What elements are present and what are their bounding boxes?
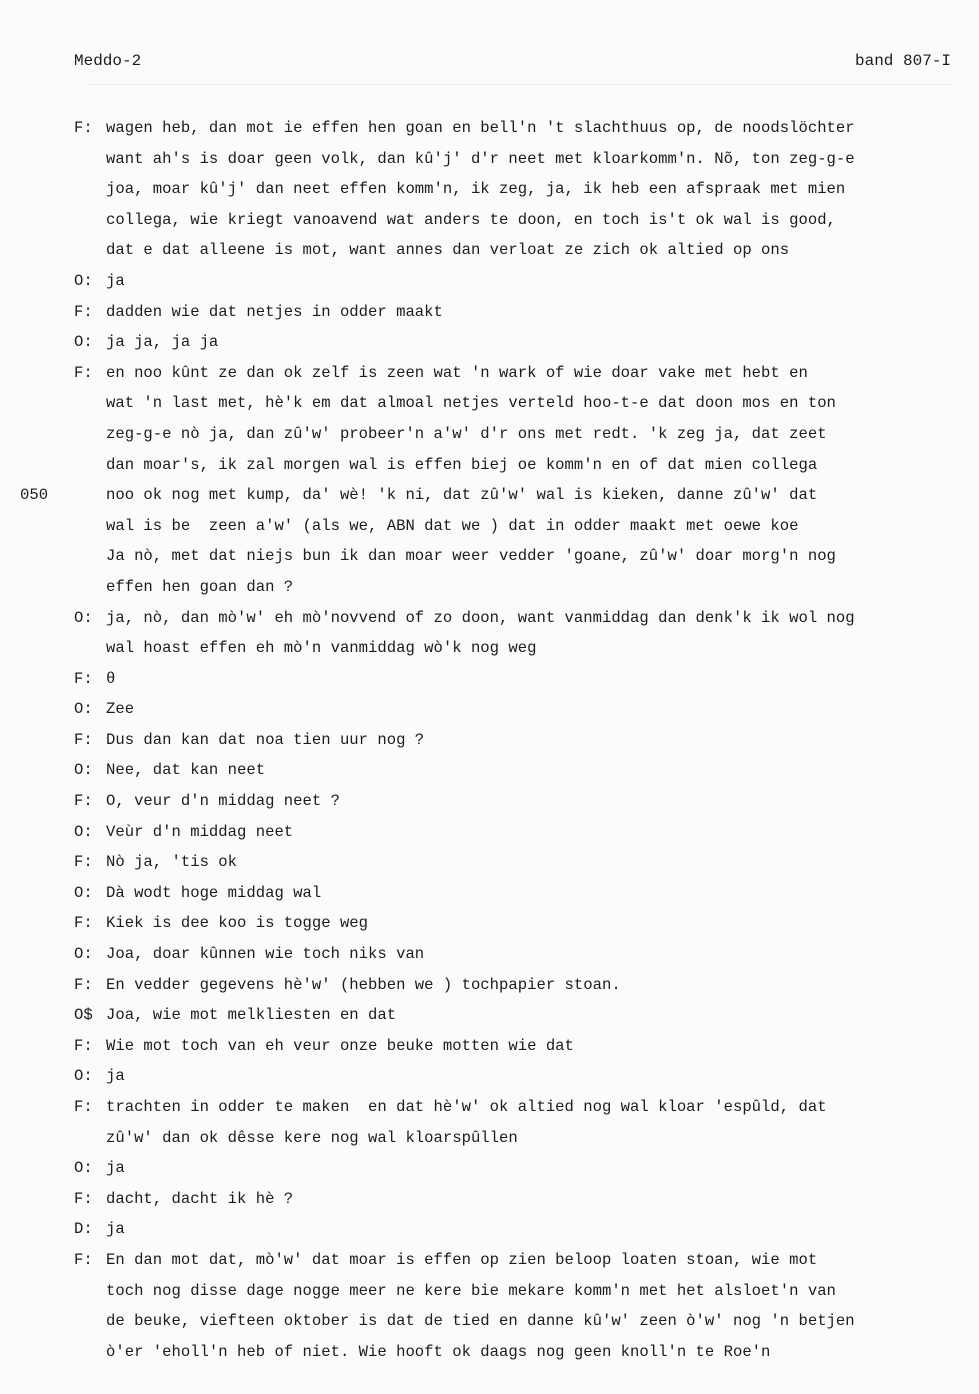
transcript-line (74, 664, 964, 695)
line-text: effen hen goan dan ? (106, 577, 294, 596)
speaker-label: O$ (74, 1006, 93, 1025)
line-text: want ah's is doar geen volk, dan kû'j' d'r neet met kloarkomm'n. Nõ, ton zeg-g-e (106, 149, 855, 168)
line-text: wal is be zeen a'w' (als we, ABN dat we ) dat in odder maakt met oewe koe (106, 516, 799, 535)
transcript-line (74, 908, 964, 939)
line-text: wat 'n last met, hè'k em dat almoal netjes verteld hoo-t-e dat doon mos en ton (106, 394, 836, 413)
speaker-label: F: (74, 363, 93, 382)
transcript-line (74, 205, 964, 236)
line-text: En dan mot dat, mò'w' dat moar is effen op zien beloop loaten stoan, wie mot (106, 1250, 818, 1269)
speaker-label: O: (74, 883, 93, 902)
transcript-line (74, 1214, 964, 1245)
speaker-label: O: (74, 1159, 93, 1178)
line-text: Joa, wie mot melkliesten en dat (106, 1006, 397, 1025)
line-text: ja (106, 1067, 125, 1086)
speaker-label: O: (74, 271, 93, 290)
line-text: Wie mot toch van eh veur onze beuke motten wie dat (106, 1036, 574, 1055)
transcript-line (74, 541, 964, 572)
speaker-label: F: (74, 1250, 93, 1269)
transcript-line (74, 755, 964, 786)
line-text: ja (106, 1220, 125, 1239)
speaker-label: F: (74, 1189, 93, 1208)
transcript-line (74, 144, 964, 175)
transcript-line (74, 113, 964, 144)
transcript-line (74, 1337, 964, 1368)
line-text: zeg-g-e nò ja, dan zû'w' probeer'n a'w' d'r ons met redt. 'k zeg ja, dat zeet (106, 424, 827, 443)
speaker-label: F: (74, 975, 93, 994)
transcript-line (74, 694, 964, 725)
speaker-label: O: (74, 333, 93, 352)
line-text: O, veur d'n middag neet ? (106, 792, 340, 811)
line-text: Kiek is dee koo is togge weg (106, 914, 369, 933)
transcript-line (74, 511, 964, 542)
line-text: Dà wodt hoge middag wal (106, 883, 322, 902)
line-text: dat e dat alleene is mot, want annes dan verloat ze zich ok altied op ons (106, 241, 790, 260)
speaker-label: O: (74, 1067, 93, 1086)
transcript-line (74, 847, 964, 878)
line-text: Ja nò, met dat niejs bun ik dan moar weer vedder 'goane, zû'w' doar morg'n nog (106, 547, 836, 566)
speaker-label: F: (74, 730, 93, 749)
speaker-label: F: (74, 669, 93, 688)
transcript-line (74, 266, 964, 297)
speaker-label: O: (74, 700, 93, 719)
speaker-label: O: (74, 608, 93, 627)
transcript-line (74, 297, 964, 328)
header-left: Meddo-2 (74, 52, 142, 70)
line-text: ja ja, ja ja (106, 333, 219, 352)
transcript-line (74, 572, 964, 603)
line-text: Dus dan kan dat noa tien uur nog ? (106, 730, 425, 749)
speaker-label: F: (74, 914, 93, 933)
transcript-line (74, 817, 964, 848)
transcript-line (74, 450, 964, 481)
line-text: noo ok nog met kump, da' wè! 'k ni, dat zû'w' wal is kieken, danne zû'w' dat (106, 486, 818, 505)
transcript-line (20, 480, 964, 511)
line-text: Joa, doar kûnnen wie toch niks van (106, 945, 425, 964)
line-text: collega, wie kriegt vanoavend wat anders te doon, en toch is't ok wal is good, (106, 210, 836, 229)
line-text: zû'w' dan ok dêsse kere nog wal kloarspûllen (106, 1128, 518, 1147)
transcript-line (74, 419, 964, 450)
line-text: ò'er 'eholl'n heb of niet. Wie hooft ok daags nog geen knoll'n te Roe'n (106, 1342, 771, 1361)
transcript-line (74, 388, 964, 419)
line-text: trachten in odder te maken en dat hè'w' ok altied nog wal kloar 'espûld, dat (106, 1098, 827, 1116)
line-text: toch nog disse dage nogge meer ne kere bie mekare komm'n met het alsloet'n van (106, 1281, 836, 1300)
speaker-label: O: (74, 945, 93, 964)
line-number: 050 (20, 486, 49, 505)
line-text: En vedder gegevens hè'w' (hebben we ) tochpapier stoan. (106, 975, 621, 994)
line-text: ja (106, 271, 125, 290)
line-text: ja (106, 1159, 125, 1178)
line-text: en noo kûnt ze dan ok zelf is zeen wat 'n wark of wie doar vake met hebt en (106, 363, 808, 382)
line-text: dadden wie dat netjes in odder maakt (106, 302, 443, 321)
speaker-label: O: (74, 761, 93, 780)
transcript-line (74, 358, 964, 389)
transcript-line (74, 970, 964, 1001)
speaker-label: F: (74, 853, 93, 872)
transcript-line (74, 1245, 964, 1276)
line-text: wagen heb, dan mot ie effen hen goan en bell'n 't slachthuus op, de noodslöchter (106, 119, 855, 137)
transcript-line (74, 327, 964, 358)
transcript-line (74, 1184, 964, 1215)
transcript-line (74, 1306, 964, 1337)
line-text: dan moar's, ik zal morgen wal is effen biej oe komm'n en of dat mien collega (106, 455, 818, 474)
line-text: Nò ja, 'tis ok (106, 853, 238, 872)
speaker-label: O: (74, 822, 93, 841)
transcript-line (74, 878, 964, 909)
transcript-line (74, 1123, 964, 1154)
transcript-line (74, 786, 964, 817)
transcript-line (74, 1031, 964, 1062)
line-text: ja, nò, dan mò'w' eh mò'novvend of zo doon, want vanmiddag dan denk'k ik wol nog (106, 608, 855, 627)
line-text: dacht, dacht ik hè ? (106, 1189, 294, 1208)
transcript-line (74, 235, 964, 266)
line-text: wal hoast effen eh mò'n vanmiddag wò'k nog weg (106, 639, 537, 658)
transcript-line (74, 725, 964, 756)
line-text: Veùr d'n middag neet (106, 822, 294, 841)
transcript-line (74, 1092, 964, 1123)
speaker-label: F: (74, 1036, 93, 1055)
speaker-label: F: (74, 302, 93, 321)
transcript-line (74, 633, 964, 664)
line-text: Nee, dat kan neet (106, 761, 266, 780)
header-right: band 807-I (854, 52, 951, 70)
speaker-label: D: (74, 1220, 93, 1239)
transcript-line (74, 603, 964, 634)
transcript-line (74, 1276, 964, 1307)
speaker-label: F: (74, 792, 93, 811)
transcript-line (74, 174, 964, 205)
line-text: joa, moar kû'j' dan neet effen komm'n, ik zeg, ja, ik heb een afspraak met mien (106, 180, 846, 199)
line-text: Zee (106, 700, 135, 719)
speaker-label: F: (74, 1098, 93, 1116)
transcript-line (74, 939, 964, 970)
transcript-line (74, 1000, 964, 1031)
line-text: θ (106, 669, 116, 688)
transcript-lines (20, 113, 964, 1367)
speaker-label: F: (74, 119, 93, 137)
transcript-line (74, 1153, 964, 1184)
divider (90, 84, 950, 101)
line-text: de beuke, viefteen oktober is dat de tied en danne kû'w' zeen ò'w' nog 'n betjen (106, 1312, 855, 1331)
transcript-line (74, 1061, 964, 1092)
